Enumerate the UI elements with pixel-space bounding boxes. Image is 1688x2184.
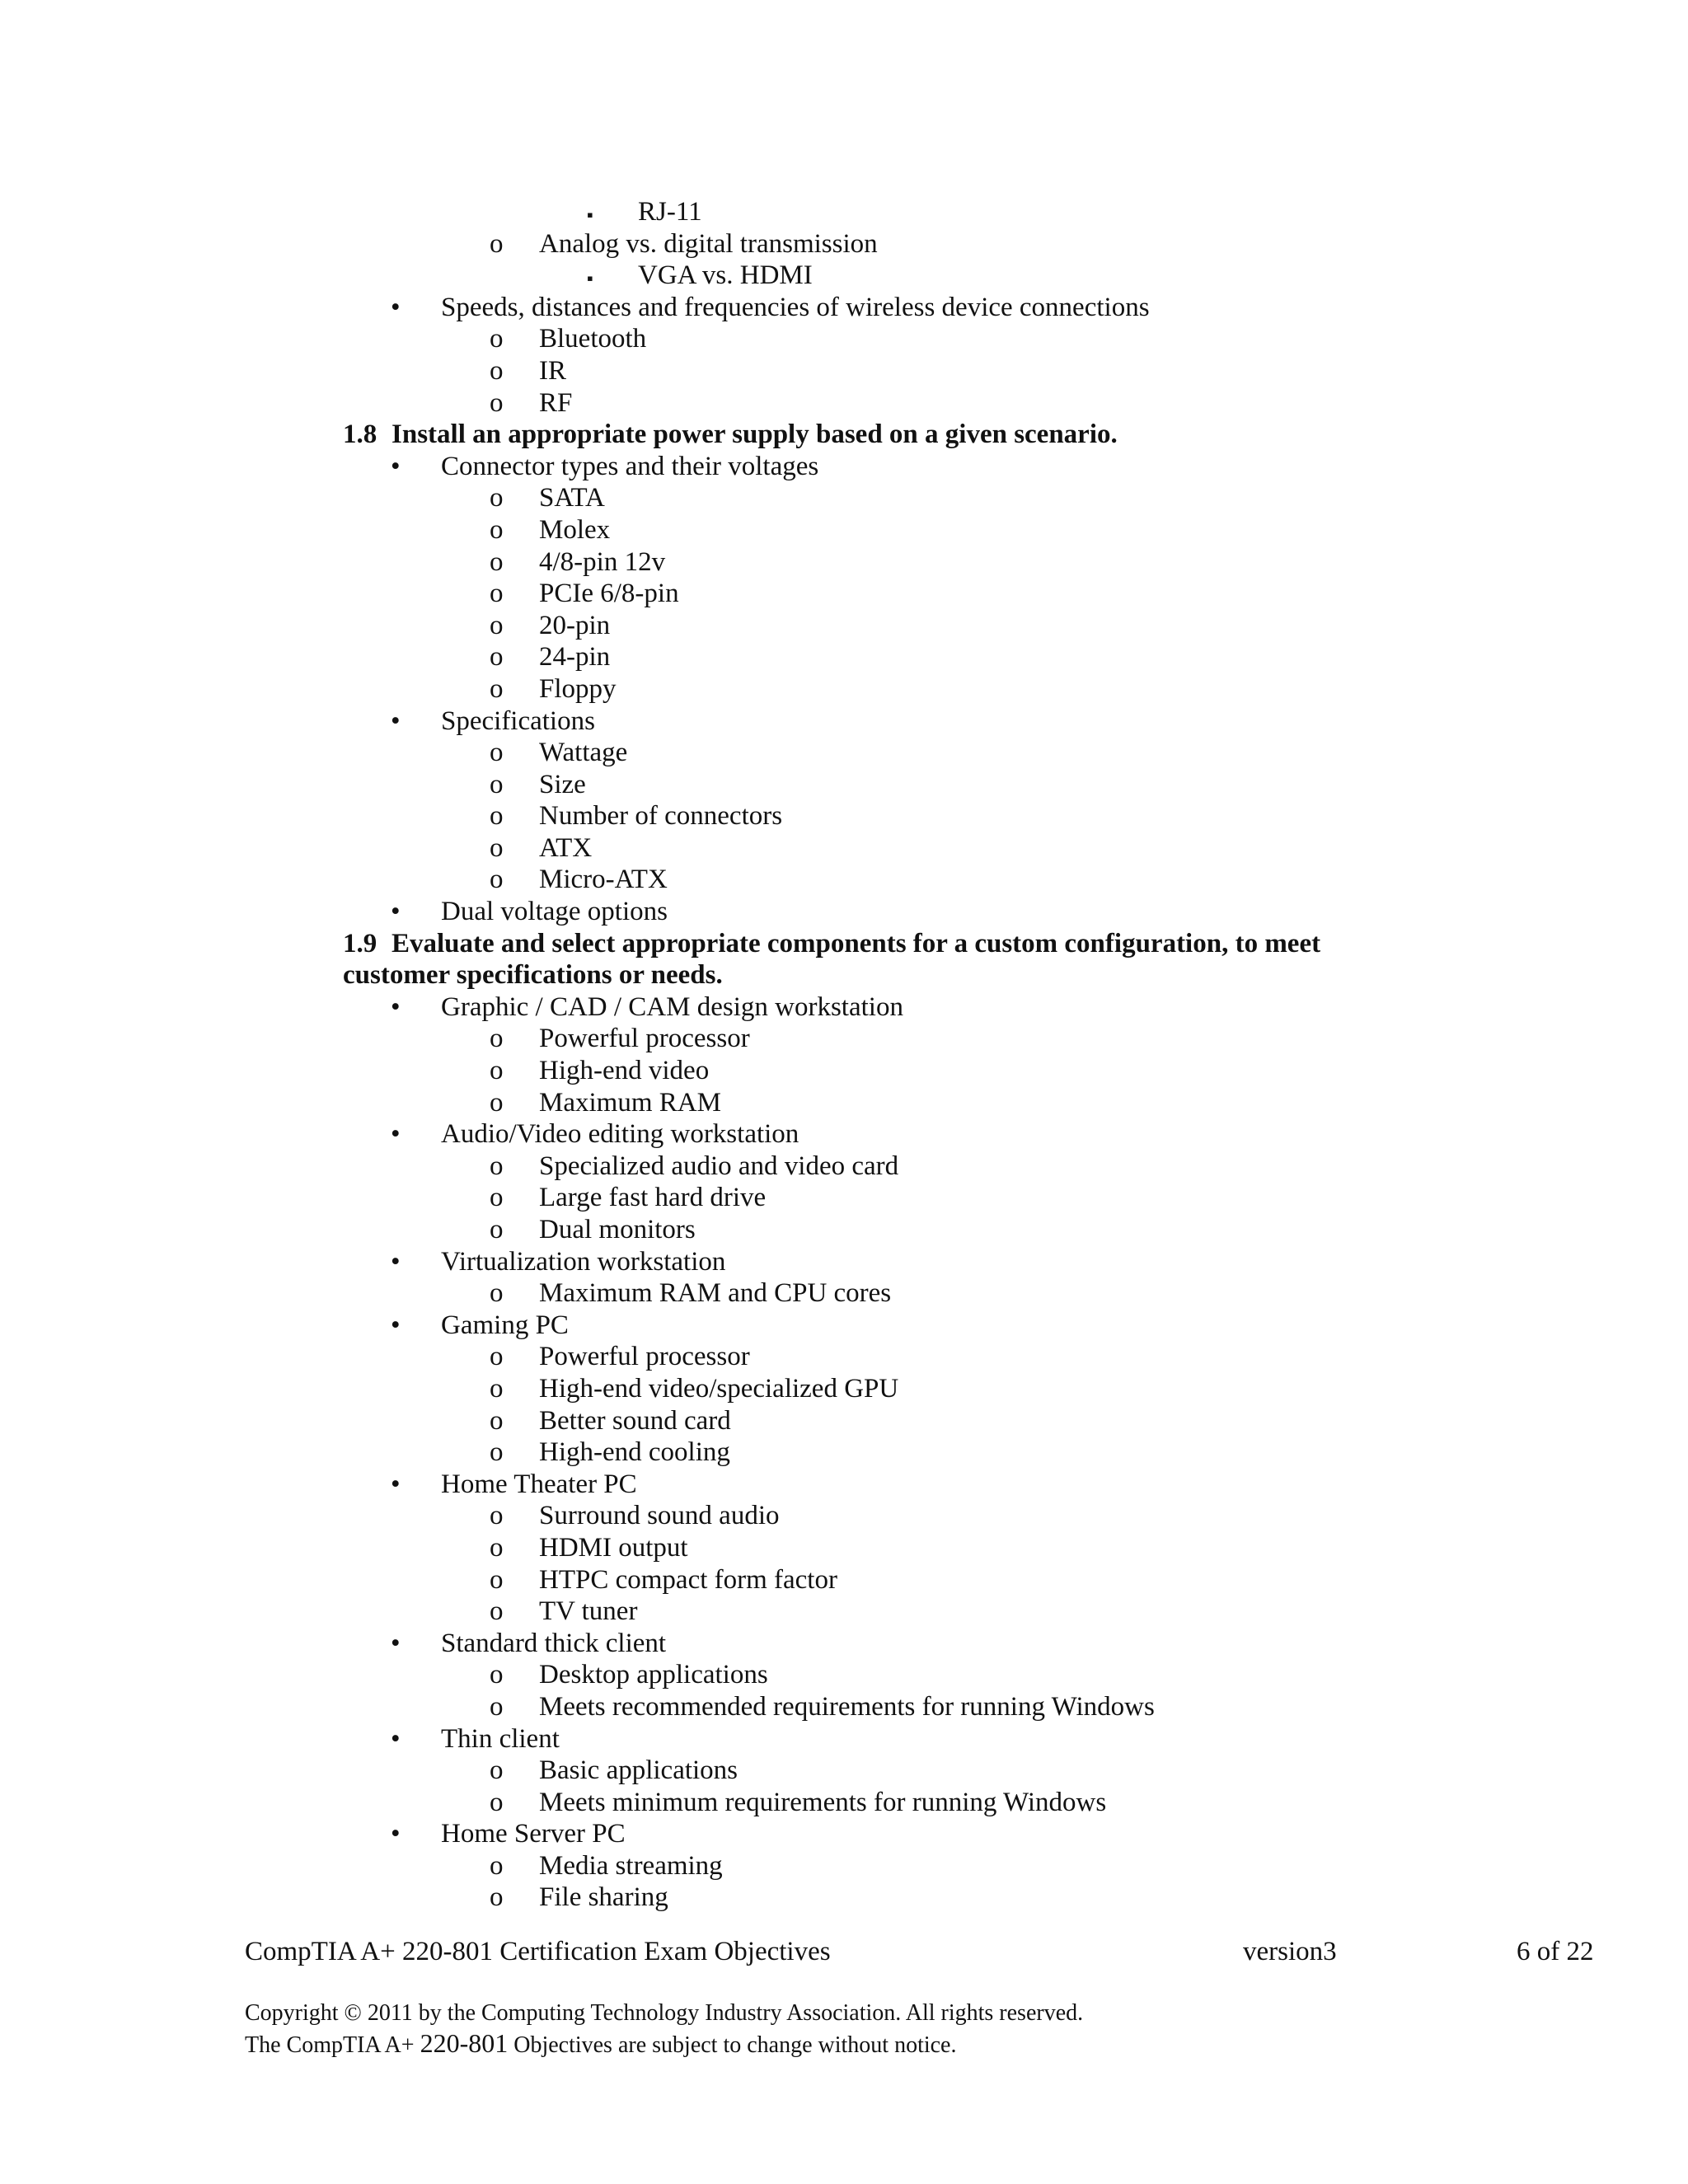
list-item-text: HTPC compact form factor — [539, 1564, 837, 1595]
bullet-icon: • — [391, 451, 401, 481]
list-item-text: Meets recommended requirements for running Windows — [539, 1691, 1155, 1722]
list-item-text: SATA — [539, 483, 605, 513]
list-item — [0, 1246, 1688, 1278]
list-item — [0, 387, 1688, 419]
list-item — [0, 864, 1688, 896]
section-number: 1.9 — [343, 928, 377, 958]
bullet-icon: • — [391, 1246, 401, 1277]
list-item-text: Thin client — [441, 1723, 560, 1754]
list-item-text: Home Theater PC — [441, 1469, 637, 1499]
list-item-text: Home Server PC — [441, 1819, 626, 1849]
list-item-text: Maximum RAM — [539, 1087, 721, 1118]
list-item — [0, 1596, 1688, 1628]
list-item-text: Speeds, distances and frequencies of wireless device connections — [441, 292, 1150, 322]
list-item-text: Connector types and their voltages — [441, 451, 819, 481]
list-item — [0, 260, 1688, 292]
circle-bullet-icon: o — [490, 1215, 504, 1244]
circle-bullet-icon: o — [490, 1501, 504, 1531]
list-item-text: Wattage — [539, 738, 628, 768]
objectives-outline — [0, 196, 1688, 1914]
list-item — [0, 1755, 1688, 1787]
change-notice — [245, 2028, 956, 2060]
list-item — [0, 737, 1688, 769]
list-item-text: Powerful processor — [539, 1342, 750, 1372]
circle-bullet-icon: o — [490, 1691, 504, 1722]
change-notice-exam-code: 220-801 — [420, 2028, 509, 2058]
circle-bullet-icon: o — [490, 1564, 504, 1595]
list-item-text: High-end cooling — [539, 1437, 730, 1468]
circle-bullet-icon: o — [490, 1882, 504, 1913]
section-title: Install an appropriate power supply based on a given scenario. — [392, 419, 1118, 450]
circle-bullet-icon: o — [490, 1151, 504, 1181]
bullet-icon: • — [391, 705, 401, 736]
list-item — [0, 451, 1688, 483]
list-item — [0, 991, 1688, 1024]
list-item-text: Gaming PC — [441, 1310, 569, 1340]
section-title: Evaluate and select appropriate components for a custom configuration, to meet — [392, 928, 1321, 958]
list-item — [0, 832, 1688, 865]
bullet-icon: • — [391, 1819, 401, 1849]
circle-bullet-icon: o — [490, 769, 504, 799]
circle-bullet-icon: o — [490, 1437, 504, 1468]
list-item-text: Powerful processor — [539, 1024, 750, 1054]
list-item — [0, 1818, 1688, 1850]
list-item-text: VGA vs. HDMI — [638, 260, 813, 291]
circle-bullet-icon: o — [490, 324, 504, 354]
circle-bullet-icon: o — [490, 1278, 504, 1309]
list-item — [0, 610, 1688, 642]
list-item — [0, 1087, 1688, 1119]
list-item — [0, 1500, 1688, 1532]
list-item-text: 20-pin — [539, 610, 611, 640]
list-item — [0, 1310, 1688, 1342]
footer-document-title: CompTIA A+ 220-801 Certification Exam Objectives — [245, 1937, 831, 1966]
circle-bullet-icon: o — [490, 1342, 504, 1372]
list-item-text: IR — [539, 355, 566, 386]
list-item-text: High-end video — [539, 1056, 710, 1086]
circle-bullet-icon: o — [490, 1373, 504, 1404]
circle-bullet-icon: o — [490, 1024, 504, 1054]
list-item-text: Desktop applications — [539, 1660, 768, 1690]
list-item — [0, 1182, 1688, 1214]
circle-bullet-icon: o — [490, 801, 504, 832]
change-notice-suffix: Objectives are subject to change without notice. — [508, 2032, 957, 2058]
list-item — [0, 292, 1688, 324]
list-item — [0, 514, 1688, 546]
list-item-text: File sharing — [539, 1882, 668, 1913]
list-item — [0, 1532, 1688, 1564]
bullet-icon: • — [391, 1723, 401, 1754]
list-item — [0, 196, 1688, 228]
list-item — [0, 1659, 1688, 1691]
bullet-icon: • — [391, 991, 401, 1022]
circle-bullet-icon: o — [490, 673, 504, 704]
circle-bullet-icon: o — [490, 1532, 504, 1563]
list-item-text: Dual voltage options — [441, 897, 668, 927]
footer-page-number: 6 of 22 — [1517, 1937, 1594, 1966]
list-item — [0, 1787, 1688, 1819]
list-item-text: Number of connectors — [539, 801, 783, 832]
circle-bullet-icon: o — [490, 1405, 504, 1436]
circle-bullet-icon: o — [490, 546, 504, 577]
list-item — [0, 323, 1688, 355]
list-item-text: Better sound card — [539, 1405, 731, 1436]
circle-bullet-icon: o — [490, 483, 504, 513]
list-item — [0, 1341, 1688, 1373]
list-item — [0, 1277, 1688, 1310]
circle-bullet-icon: o — [490, 1755, 504, 1786]
list-item-text: 24-pin — [539, 642, 611, 673]
circle-bullet-icon: o — [490, 642, 504, 673]
circle-bullet-icon: o — [490, 1850, 504, 1881]
list-item — [0, 228, 1688, 260]
change-notice-prefix: The CompTIA A+ — [245, 2032, 420, 2058]
list-item — [0, 1691, 1688, 1723]
list-item — [0, 1055, 1688, 1087]
list-item — [0, 800, 1688, 832]
list-item — [0, 546, 1688, 579]
bullet-icon: • — [391, 897, 401, 927]
list-item-text: TV tuner — [539, 1596, 638, 1627]
list-item — [0, 1118, 1688, 1151]
list-item — [0, 1564, 1688, 1596]
section-heading-1-8 — [0, 419, 1688, 451]
list-item — [0, 482, 1688, 514]
circle-bullet-icon: o — [490, 1056, 504, 1086]
circle-bullet-icon: o — [490, 1183, 504, 1213]
square-bullet-icon: ▪ — [587, 268, 593, 289]
list-item-text: Large fast hard drive — [539, 1183, 767, 1213]
list-item-text: Molex — [539, 514, 611, 545]
list-item — [0, 896, 1688, 928]
circle-bullet-icon: o — [490, 1660, 504, 1690]
bullet-icon: • — [391, 1119, 401, 1150]
circle-bullet-icon: o — [490, 1596, 504, 1627]
list-item — [0, 1469, 1688, 1501]
list-item-text: Specialized audio and video card — [539, 1151, 899, 1181]
list-item-text: Standard thick client — [441, 1628, 667, 1658]
list-item-text: Graphic / CAD / CAM design workstation — [441, 991, 903, 1022]
list-item-text: Virtualization workstation — [441, 1246, 726, 1277]
list-item — [0, 673, 1688, 705]
list-item-text: Audio/Video editing workstation — [441, 1119, 799, 1150]
circle-bullet-icon: o — [490, 865, 504, 895]
list-item — [0, 1373, 1688, 1405]
list-item-text: PCIe 6/8-pin — [539, 579, 679, 609]
list-item — [0, 1850, 1688, 1882]
list-item-text: ATX — [539, 832, 593, 863]
list-item-text: Dual monitors — [539, 1215, 696, 1244]
list-item-text: Surround sound audio — [539, 1501, 780, 1531]
list-item — [0, 1436, 1688, 1469]
list-item-text: Media streaming — [539, 1850, 723, 1881]
list-item — [0, 578, 1688, 610]
list-item — [0, 1023, 1688, 1055]
bullet-icon: • — [391, 1310, 401, 1340]
list-item — [0, 355, 1688, 387]
list-item-text: Floppy — [539, 673, 617, 704]
circle-bullet-icon: o — [490, 228, 504, 259]
circle-bullet-icon: o — [490, 610, 504, 640]
bullet-icon: • — [391, 1628, 401, 1658]
list-item-text: 4/8-pin 12v — [539, 546, 666, 577]
circle-bullet-icon: o — [490, 738, 504, 768]
circle-bullet-icon: o — [490, 832, 504, 863]
circle-bullet-icon: o — [490, 1787, 504, 1817]
list-item-text: RF — [539, 387, 573, 418]
circle-bullet-icon: o — [490, 579, 504, 609]
circle-bullet-icon: o — [490, 514, 504, 545]
list-item-text: Micro-ATX — [539, 865, 668, 895]
list-item-text: Bluetooth — [539, 324, 647, 354]
list-item — [0, 1214, 1688, 1246]
circle-bullet-icon: o — [490, 355, 504, 386]
section-title-continued: customer specifications or needs. — [343, 960, 723, 991]
section-number: 1.8 — [343, 419, 377, 450]
bullet-icon: • — [391, 292, 401, 322]
list-item-text: RJ-11 — [638, 197, 702, 227]
list-item — [0, 1151, 1688, 1183]
list-item — [0, 1882, 1688, 1914]
list-item — [0, 641, 1688, 673]
list-item — [0, 769, 1688, 801]
section-heading-1-9-continued — [0, 959, 1688, 991]
list-item-text: Maximum RAM and CPU cores — [539, 1278, 892, 1309]
list-item — [0, 1405, 1688, 1437]
square-bullet-icon: ▪ — [587, 204, 593, 225]
footer-version: version3 — [1243, 1937, 1337, 1966]
circle-bullet-icon: o — [490, 1087, 504, 1118]
list-item-text: Size — [539, 769, 586, 799]
list-item-text: HDMI output — [539, 1532, 688, 1563]
copyright-notice: Copyright © 2011 by the Computing Technology Industry Association. All rights reserved. — [245, 2000, 1084, 2026]
list-item — [0, 1628, 1688, 1660]
circle-bullet-icon: o — [490, 387, 504, 418]
list-item-text: Specifications — [441, 705, 595, 736]
list-item-text: Meets minimum requirements for running Windows — [539, 1787, 1107, 1817]
bullet-icon: • — [391, 1469, 401, 1499]
list-item — [0, 1723, 1688, 1755]
list-item — [0, 705, 1688, 738]
section-heading-1-9 — [0, 928, 1688, 960]
list-item-text: Basic applications — [539, 1755, 738, 1786]
list-item-text: Analog vs. digital transmission — [539, 228, 878, 259]
list-item-text: High-end video/specialized GPU — [539, 1373, 899, 1404]
